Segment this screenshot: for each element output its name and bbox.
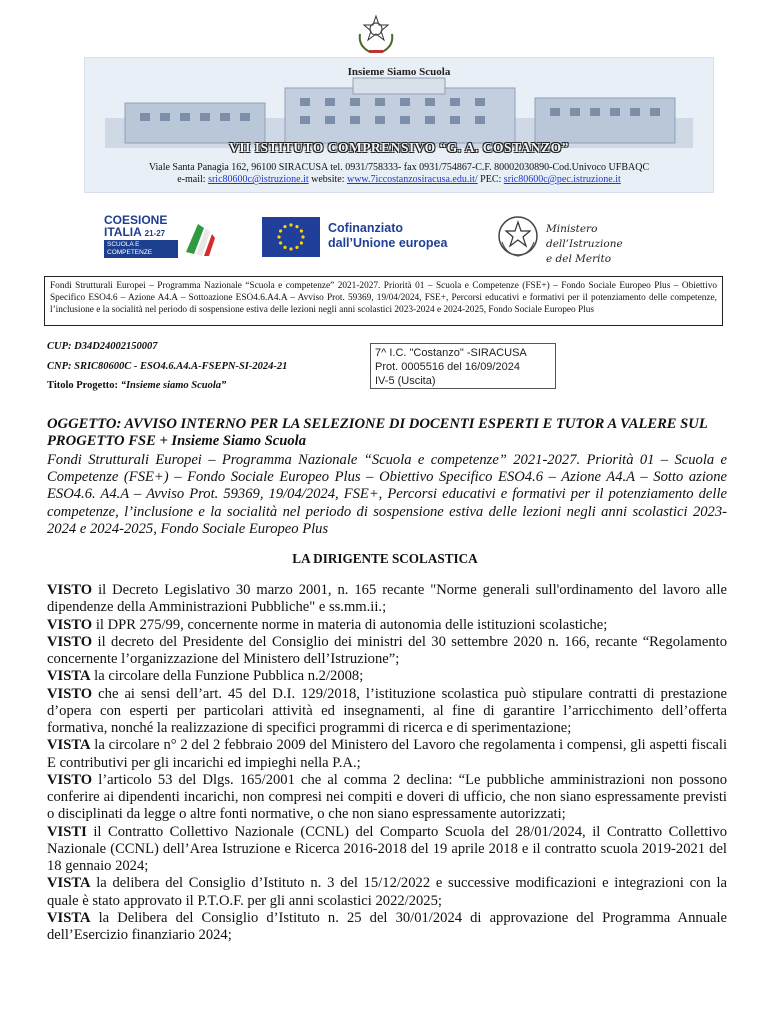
clauses-list [47, 582, 727, 944]
stamp-line2: Prot. 0005516 del 16/09/2024 [375, 361, 520, 373]
clause-lead: VISTI [47, 823, 87, 840]
clause-text: che ai sensi dell’art. 45 del D.I. 129/2018, l’istituzione scolastica può stipulare contratti di prestazione d’opera con esperti per particolari attività ed insegnamenti, al fine di garantire l’arricchimento dell’offerta formativa, nonché la realizzazione di specifici programmi di ricerca e di sperimentazione; [47, 685, 727, 736]
school-banner [84, 57, 714, 193]
coesione-subbox [104, 240, 178, 258]
website-label: website: [311, 174, 345, 185]
italy-flag-icon [184, 218, 216, 258]
school-name: VII ISTITUTO COMPRENSIVO “G. A. COSTANZO” [229, 140, 569, 155]
dirigente-heading: LA DIRIGENTE SCOLASTICA [292, 551, 478, 566]
clause-text: il decreto del Presidente del Consiglio dei ministri del 30 settembre 2020 n. 166, recante “Regolamento concernente l’organizzazione del Ministero dell’Istruzione”; [47, 633, 727, 667]
clause-text: il Decreto Legislativo 30 marzo 2001, n. 165 recante "Norme generali sull'ordinamento del lavoro alle dipendenze della Amministrazioni Pubbliche" e ss.mm.ii.; [47, 582, 727, 616]
ministry-line2: e del Merito [546, 253, 612, 265]
object-body: Fondi Strutturali Europei – Programma Nazionale “Scuola e competenze” 2021-2027. Priorità 01 – Scuola e Competenze (FSE+) – Fondo Sociale Europeo Plus – Obiettivo Specifico ESO4.6 – Azione A4.A – Sotto azione ESO4.6. A4.A – Avviso Prot. 59369, 19/04/2024, FSE+, Percorsi educativi e formativi per il potenziamento delle competenze, l’inclusione e la socialità nel periodo di sospensione estiva delle lezioni negli anni scolastici 2023-2024 e 2024-2025, Fondo Sociale Europeo Plus [47, 452, 727, 537]
project-title-label: Titolo Progetto: [47, 380, 121, 391]
clause-item [47, 875, 727, 910]
banner-title: Insieme Siamo Scuola [347, 66, 451, 78]
email-link[interactable]: sric80600c@istruzione.it [208, 174, 309, 185]
ministry-logo [496, 212, 666, 265]
coesione-sub2: COMPETENZE [107, 249, 153, 256]
clause-item [47, 686, 727, 738]
project-title-value: “Insieme siamo Scuola” [120, 380, 227, 391]
coesione-years: 21-27 [144, 229, 166, 238]
stamp-line3: IV-5 (Uscita) [375, 375, 436, 387]
eu-cofunded-logo [262, 217, 452, 257]
clause-text: la delibera del Consiglio d’Istituto n. 3 del 15/12/2022 e successive modificazioni e integrazioni con la quale è stato approvato il P.T.O.F. per gli anni scolastici 2022/2025; [47, 875, 727, 909]
coesione-line2 [104, 226, 165, 240]
clause-item [47, 617, 727, 634]
ministry-emblem-icon [496, 214, 540, 260]
eu-cofunded-text [328, 221, 447, 251]
clause-lead: VISTA [47, 875, 91, 892]
clause-item [47, 824, 727, 876]
clause-text: la circolare della Funzione Pubblica n.2/2008; [90, 668, 364, 685]
ministry-text [546, 222, 666, 267]
email-label: e-mail: [177, 174, 206, 185]
protocol-stamp [370, 343, 556, 389]
eu-line1: Cofinanziato [328, 221, 403, 235]
clause-text: il Contratto Collettivo Nazionale (CCNL) del Comparto Scuola del 28/01/2024, il Contratto Collettivo Nazionale (CCNL) dell’Area Istruzione e Ricerca 2016-2018 del 19 aprile 2018 e il contratto scuola 2019-2021 del 18 gennaio 2024; [47, 823, 727, 874]
coesione-line1: COESIONE [104, 213, 168, 227]
republic-emblem-icon [352, 12, 400, 56]
clause-item [47, 772, 727, 824]
pec-link[interactable]: sric80600c@pec.istruzione.it [503, 174, 621, 185]
coesione-italia-text: ITALIA [104, 225, 142, 239]
clause-lead: VISTA [47, 668, 91, 685]
clause-text: la circolare n° 2 del 2 febbraio 2009 del Ministero del Lavoro che regolamenta i compensi, gli aspetti fiscali E contributivi per gli incarichi ed impieghi nella P.A.; [47, 737, 727, 771]
project-title [47, 380, 226, 391]
clause-lead: VISTO [47, 616, 93, 633]
ministry-line1: Ministero dell’Istruzione [546, 223, 623, 250]
coesione-sub1: SCUOLA E [107, 241, 140, 248]
eu-line2: dall’Unione europea [328, 236, 448, 250]
clause-lead: VISTO [47, 633, 93, 650]
clause-item [47, 634, 727, 669]
cnp-code: CNP: SRIC80600C - ESO4.6.A4.A-FSEPN-SI-2024-21 [47, 361, 288, 372]
clause-item [47, 668, 727, 685]
website-link[interactable]: www.7iccostanzosiracusa.edu.it/ [346, 174, 478, 185]
clause-text: la Delibera del Consiglio d’Istituto n. 25 del 30/01/2024 di approvazione del Programma Annuale dell’Esercizio finanziario 2024; [47, 909, 727, 943]
clause-lead: VISTO [47, 582, 93, 598]
object-heading: OGGETTO: AVVISO INTERNO PER LA SELEZIONE DI DOCENTI ESPERTI E TUTOR A VALERE SUL PROGETTO FSE + Insieme Siamo Scuola [47, 416, 708, 449]
cup-code: CUP: D34D24002150007 [47, 341, 158, 352]
clause-lead: VISTO [47, 685, 93, 702]
school-address: Viale Santa Panagia 162, 96100 SIRACUSA tel. 0931/758333- fax 0931/754867-C.F. 80002030890-Cod.Univoco UFBAQC [148, 162, 650, 173]
clause-lead: VISTA [47, 737, 91, 754]
funds-box: Fondi Strutturali Europei – Programma Nazionale “Scuola e competenze” 2021-2027. Priorità 01 – Scuola e Competenze (FSE+) – Fondo Sociale Europeo Plus – Obiettivo Specifico ESO4.6 – Azione A4.A – Sottoazione ESO4.6.A4.A – Avviso Prot. 59369, 19/04/2024, FSE+, Percorsi educativi e formativi per il potenziamento delle competenze, l’inclusione e la socialità nel periodo di sospensione estiva delle lezioni negli anni scolastici 2023-2024 e 2024-2025, Fondo Sociale Europeo Plus [44, 276, 723, 326]
clause-lead: VISTO [47, 771, 93, 788]
clause-text: l’articolo 53 del Dlgs. 165/2001 che al comma 2 declina: “Le pubbliche amministrazioni non possono conferire ai dipendenti incarichi, non compresi nei compiti e doveri di ufficio, che non siano espressamente previsti o disciplinati da legge o altre fonti normative, o che non siano espressamente autorizzati; [47, 771, 727, 823]
clause-item [47, 582, 727, 617]
clause-item [47, 737, 727, 772]
clause-item [47, 910, 727, 945]
pec-label: PEC: [480, 174, 502, 185]
clause-text: il DPR 275/99, concernente norme in materia di autonomia delle istituzioni scolastiche; [92, 616, 608, 633]
stamp-line1: 7^ I.C. "Costanzo" -SIRACUSA [375, 347, 527, 359]
clause-lead: VISTA [47, 909, 91, 926]
coesione-italia-logo [104, 214, 216, 258]
school-contacts [85, 174, 713, 185]
eu-flag-icon [262, 217, 320, 257]
